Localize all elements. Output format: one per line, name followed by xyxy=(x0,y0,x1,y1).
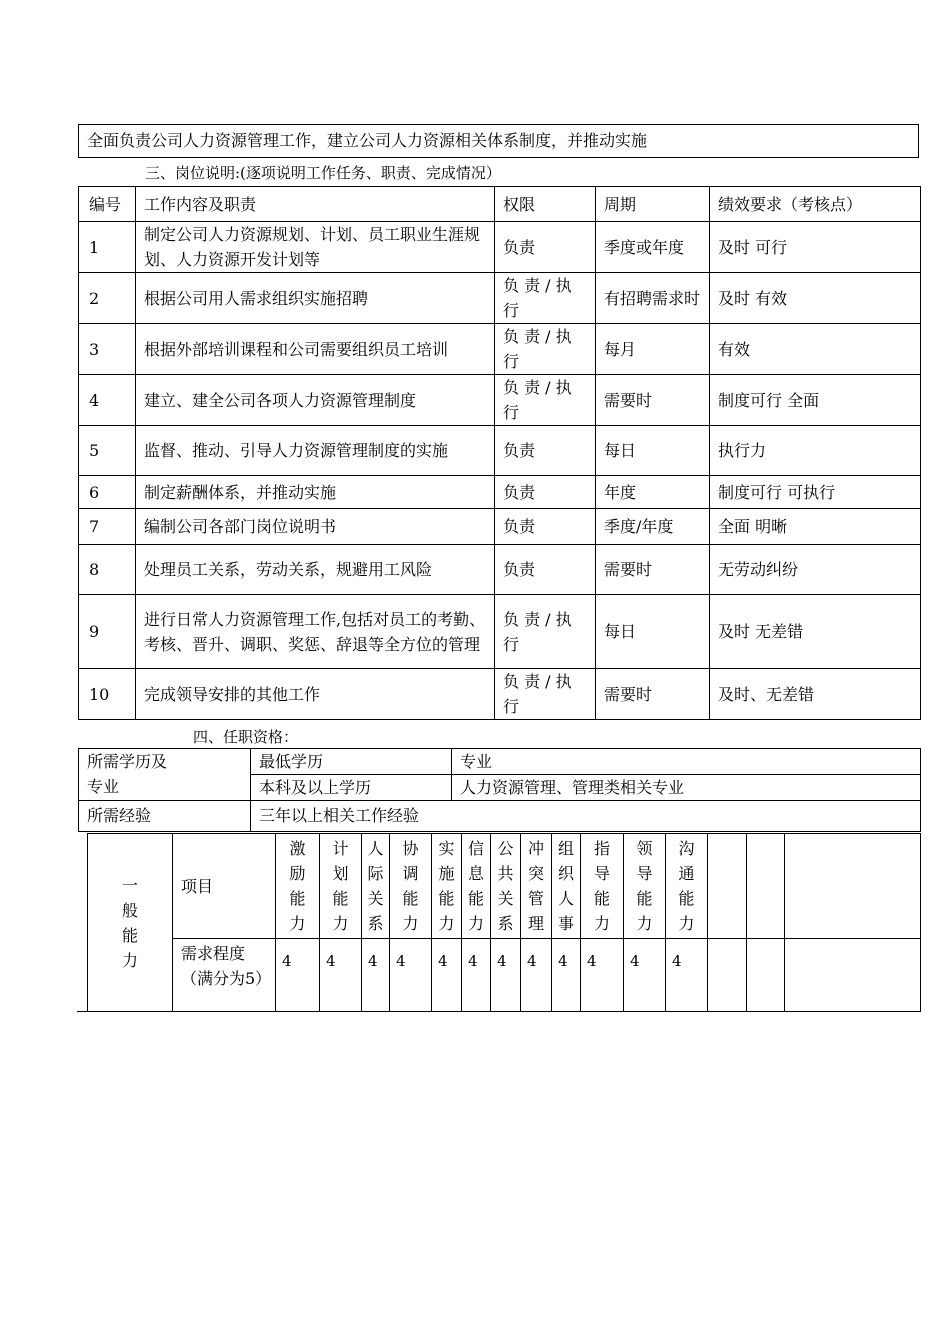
duty-content: 制定薪酬体系，并推动实施 xyxy=(136,476,495,509)
duty-kpi: 制度可行 全面 xyxy=(710,375,921,426)
duty-row xyxy=(79,509,921,545)
duty-row xyxy=(79,222,921,273)
ability-name xyxy=(362,834,390,939)
header-period: 周期 xyxy=(596,187,710,222)
header-content: 工作内容及职责 xyxy=(136,187,495,222)
ability-name xyxy=(552,834,581,939)
duty-kpi: 及时 无差错 xyxy=(710,595,921,669)
ability-name xyxy=(785,834,921,939)
major-label: 专业 xyxy=(452,749,921,775)
ability-name-text: 信息能力 xyxy=(467,839,484,933)
ability-name-text: 领导能力 xyxy=(636,839,653,933)
ability-name xyxy=(432,834,462,939)
section-4-title: 四、任职资格： xyxy=(193,728,299,746)
exp-value: 三年以上相关工作经验 xyxy=(251,801,921,832)
ability-value: 4 xyxy=(276,939,320,1012)
ability-value: 4 xyxy=(462,939,491,1012)
duty-num: 10 xyxy=(79,669,136,720)
duty-authority: 负 责 / 执行 xyxy=(495,273,596,324)
duty-num: 7 xyxy=(79,509,136,545)
qualifications-table xyxy=(78,748,921,832)
duty-kpi: 执行力 xyxy=(710,426,921,476)
ability-value: 4 xyxy=(624,939,666,1012)
edu-label xyxy=(79,749,251,801)
ability-value: 4 xyxy=(320,939,362,1012)
duty-period: 每日 xyxy=(596,426,710,476)
edu-label-line-1: 所需学历及 xyxy=(87,752,168,771)
duty-authority: 负 责 / 执行 xyxy=(495,324,596,375)
duty-row xyxy=(79,375,921,426)
duty-period: 需要时 xyxy=(596,545,710,595)
ability-name-text: 协调能力 xyxy=(402,839,419,933)
general-ability-text: 一般能力 xyxy=(121,875,138,970)
duty-period: 需要时 xyxy=(596,669,710,720)
ability-value xyxy=(747,939,785,1012)
duty-num: 4 xyxy=(79,375,136,426)
ability-value: 4 xyxy=(552,939,581,1012)
duty-content: 编制公司各部门岗位说明书 xyxy=(136,509,495,545)
duty-num: 1 xyxy=(79,222,136,273)
duty-content: 处理员工关系，劳动关系，规避用工风险 xyxy=(136,545,495,595)
duty-row xyxy=(79,324,921,375)
ability-value xyxy=(708,939,747,1012)
duty-num: 6 xyxy=(79,476,136,509)
ability-value: 4 xyxy=(666,939,708,1012)
ability-name xyxy=(276,834,320,939)
duty-num: 3 xyxy=(79,324,136,375)
duty-period: 年度 xyxy=(596,476,710,509)
ability-name xyxy=(521,834,552,939)
duty-row xyxy=(79,669,921,720)
header-kpi: 绩效要求（考核点） xyxy=(710,187,921,222)
ability-name-text: 冲突管理 xyxy=(527,839,544,933)
duty-row xyxy=(79,476,921,509)
duty-content: 建立、建全公司各项人力资源管理制度 xyxy=(136,375,495,426)
item-label: 项目 xyxy=(173,834,276,939)
duty-period: 有招聘需求时 xyxy=(596,273,710,324)
duty-num: 9 xyxy=(79,595,136,669)
duty-kpi: 及时 有效 xyxy=(710,273,921,324)
ability-name xyxy=(624,834,666,939)
ability-value: 4 xyxy=(390,939,432,1012)
ability-name-text: 激励能力 xyxy=(289,839,306,933)
duty-authority: 负 责 / 执行 xyxy=(495,669,596,720)
duty-kpi: 全面 明晰 xyxy=(710,509,921,545)
ability-name xyxy=(581,834,624,939)
ability-name-text: 公共关系 xyxy=(497,839,514,933)
ability-name-text: 人际关系 xyxy=(367,839,384,933)
edu-label-line-2: 专业 xyxy=(87,777,120,796)
duty-kpi: 制度可行 可执行 xyxy=(710,476,921,509)
ability-value: 4 xyxy=(491,939,521,1012)
duty-summary: 全面负责公司人力资源管理工作，建立公司人力资源相关体系制度，并推动实施 xyxy=(78,124,919,158)
duty-authority: 负责 xyxy=(495,222,596,273)
duty-authority: 负 责 / 执行 xyxy=(495,595,596,669)
major-value: 人力资源管理、管理类相关专业 xyxy=(452,775,921,801)
ability-name-text: 计划能力 xyxy=(332,839,349,933)
duty-authority: 负责 xyxy=(495,509,596,545)
duty-kpi: 及时、无差错 xyxy=(710,669,921,720)
header-num: 编号 xyxy=(79,187,136,222)
table-edge-stub xyxy=(77,1011,87,1012)
duty-kpi: 有效 xyxy=(710,324,921,375)
duty-num: 5 xyxy=(79,426,136,476)
ability-value xyxy=(785,939,921,1012)
duty-kpi: 无劳动纠纷 xyxy=(710,545,921,595)
ability-name xyxy=(666,834,708,939)
ability-value: 4 xyxy=(521,939,552,1012)
min-edu-value: 本科及以上学历 xyxy=(251,775,452,801)
duty-row xyxy=(79,545,921,595)
ability-name xyxy=(462,834,491,939)
ability-name-text: 指导能力 xyxy=(593,839,610,933)
ability-value: 4 xyxy=(432,939,462,1012)
duty-period: 季度/年度 xyxy=(596,509,710,545)
duty-row xyxy=(79,595,921,669)
requirement-label: 需求程度（满分为5） xyxy=(173,939,276,1012)
ability-name-text: 沟通能力 xyxy=(678,839,695,933)
header-authority: 权限 xyxy=(495,187,596,222)
duty-content: 根据公司用人需求组织实施招聘 xyxy=(136,273,495,324)
duty-row xyxy=(79,273,921,324)
duty-authority: 负责 xyxy=(495,476,596,509)
duties-table xyxy=(78,186,921,720)
duty-num: 2 xyxy=(79,273,136,324)
duty-content: 根据外部培训课程和公司需要组织员工培训 xyxy=(136,324,495,375)
ability-name-text: 组织人事 xyxy=(557,839,574,933)
ability-value: 4 xyxy=(362,939,390,1012)
ability-value: 4 xyxy=(581,939,624,1012)
duty-period: 季度或年度 xyxy=(596,222,710,273)
duty-period: 每日 xyxy=(596,595,710,669)
ability-name xyxy=(390,834,432,939)
duty-content: 完成领导安排的其他工作 xyxy=(136,669,495,720)
duty-period: 需要时 xyxy=(596,375,710,426)
duty-authority: 负责 xyxy=(495,426,596,476)
ability-name-text: 实施能力 xyxy=(438,839,455,933)
duty-row xyxy=(79,426,921,476)
duties-header-row xyxy=(79,187,921,222)
duty-content: 进行日常人力资源管理工作,包括对员工的考勤、考核、晋升、调职、奖惩、辞退等全方位的管理 xyxy=(136,595,495,669)
duty-period: 每月 xyxy=(596,324,710,375)
duty-kpi: 及时 可行 xyxy=(710,222,921,273)
abilities-table xyxy=(87,833,921,1012)
ability-name xyxy=(491,834,521,939)
duty-content: 监督、推动、引导人力资源管理制度的实施 xyxy=(136,426,495,476)
duty-authority: 负 责 / 执行 xyxy=(495,375,596,426)
general-ability-label xyxy=(88,834,173,1012)
duty-num: 8 xyxy=(79,545,136,595)
exp-label: 所需经验 xyxy=(79,801,251,832)
section-3-title: 三、岗位说明:(逐项说明工作任务、职责、完成情况） xyxy=(145,164,501,182)
duty-content: 制定公司人力资源规划、计划、员工职业生涯规划、人力资源开发计划等 xyxy=(136,222,495,273)
duty-authority: 负责 xyxy=(495,545,596,595)
ability-name xyxy=(747,834,785,939)
ability-name xyxy=(320,834,362,939)
ability-name xyxy=(708,834,747,939)
min-edu-label: 最低学历 xyxy=(251,749,452,775)
